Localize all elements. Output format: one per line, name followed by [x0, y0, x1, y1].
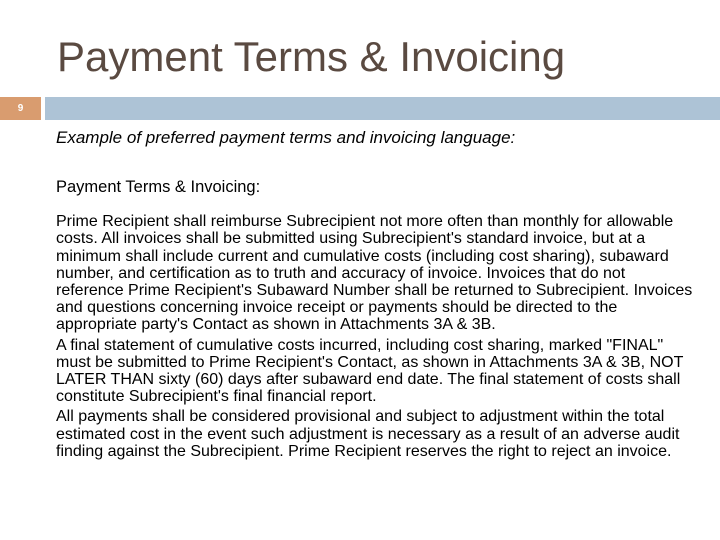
- paragraph-final-statement: A final statement of cumulative costs incurred, including cost sharing, marked "FINAL" must be submitted to Prime Recipient's Contact, as shown in Attachments 3A & 3B, NOT LATER THAN sixty (60) days after subaward end date. The final statement of costs shall constitute Subrecipient's final financial report.: [56, 336, 684, 406]
- slide-title: Payment Terms & Invoicing: [57, 33, 566, 80]
- paragraph-provisional-payments: All payments shall be considered provisional and subject to adjustment within the total estimated cost in the event such adjustment is necessary as a result of an adverse audit finding against the Subrecipient. Prime Recipient reserves the right to reject an invoice.: [56, 408, 680, 460]
- section-heading: Payment Terms & Invoicing:: [56, 178, 261, 197]
- intro-text: Example of preferred payment terms and invoicing language:: [56, 128, 516, 147]
- slide-body: [56, 128, 696, 463]
- slide-number: 9: [17, 103, 24, 114]
- paragraph-invoicing: Prime Recipient shall reimburse Subrecipient not more often than monthly for allowable costs. All invoices shall be submitted using Subrecipient's standard invoice, but at a minimum shall include current and cumulative costs (including cost sharing), subaward number, and certification as to truth and accuracy of invoice. Invoices that do not reference Prime Recipient's Subaward Number shall be returned to Subrecipient. Invoices and questions concerning invoice receipt or payments should be directed to the appropriate party's Contact as shown in Attachments 3A & 3B.: [56, 213, 693, 334]
- accent-band: [45, 97, 720, 120]
- accent-bar: [0, 97, 720, 120]
